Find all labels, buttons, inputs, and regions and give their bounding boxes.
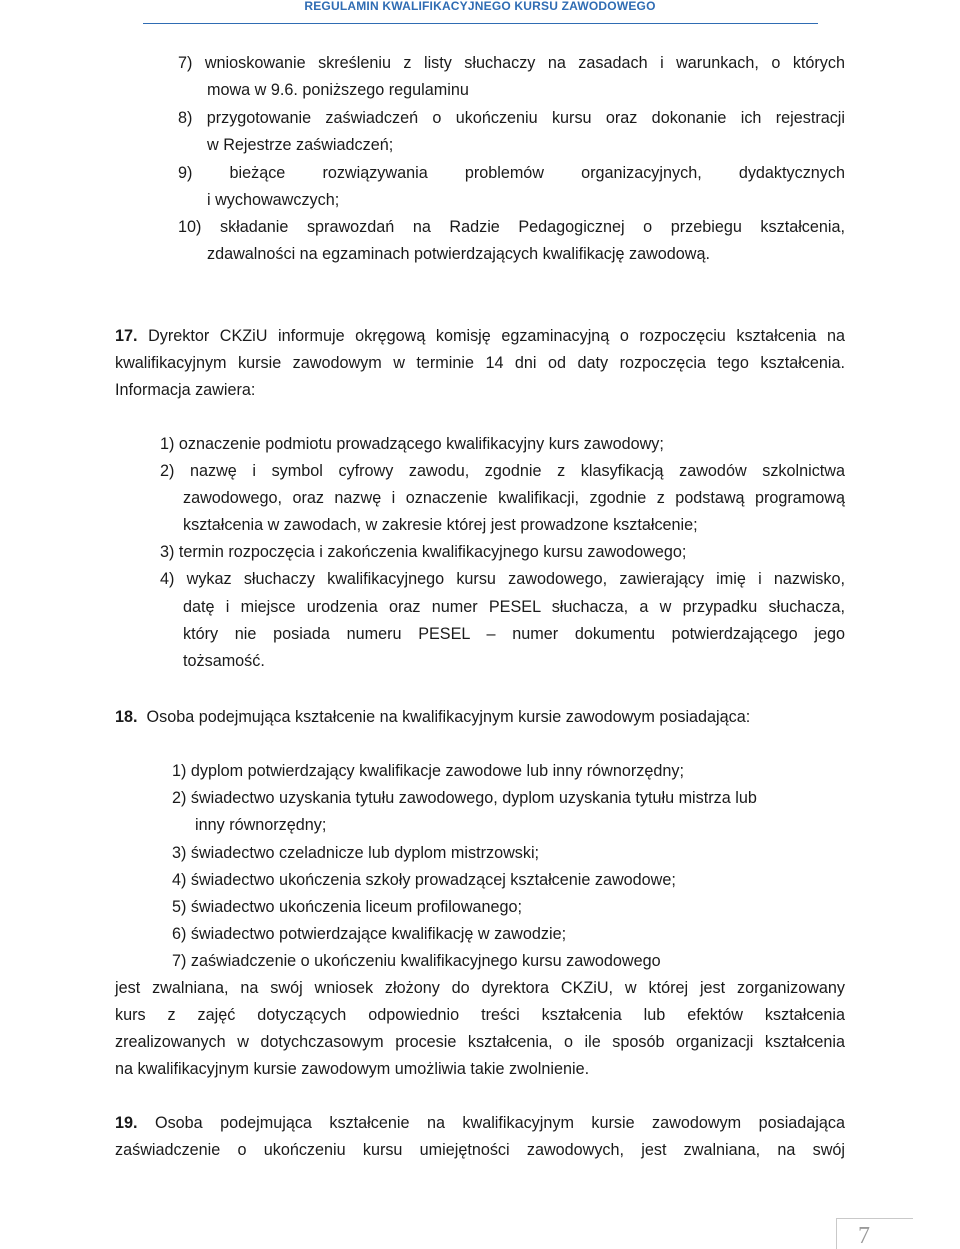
s17-item-4-line-3: który nie posiada numeru PESEL – numer dokumentu potwierdzającego jego (183, 625, 845, 643)
s18-item-2: 2) świadectwo uzyskania tytułu zawodowego, dyplom uzyskania tytułu mistrza lub (172, 789, 757, 807)
s17-item-1: 1) oznaczenie podmiotu prowadzącego kwalifikacyjny kurs zawodowy; (160, 435, 664, 453)
s18-item-1: 1) dyplom potwierdzający kwalifikacje zawodowe lub inny równorzędny; (172, 762, 684, 780)
s18-item-6: 6) świadectwo potwierdzające kwalifikację w zawodzie; (172, 925, 567, 943)
s18-item-5: 5) świadectwo ukończenia liceum profilowanego; (172, 898, 523, 916)
list-item-7-line-2: mowa w 9.6. poniższego regulaminu (207, 81, 469, 99)
header-rule (143, 23, 818, 24)
s17-item-4-line-2: datę i miejsce urodzenia oraz numer PESEL słuchacza, a w przypadku słuchacza, (183, 598, 845, 616)
section-18-intro (115, 704, 845, 731)
page-number-box (836, 1218, 913, 1249)
section-17-text: Dyrektor CKZiU informuje okręgową komisję egzaminacyjną o rozpoczęciu kształcenia na (148, 327, 845, 345)
section-17-line-1 (115, 323, 845, 350)
section-17-line-3: Informacja zawiera: (115, 381, 256, 399)
s18-outro-line-3: zrealizowanych w dotychczasowym procesie kształcenia, o ile sposób organizacji kształcenia (115, 1033, 845, 1051)
s17-item-2-line-1: 2) nazwę i symbol cyfrowy zawodu, zgodnie z klasyfikacją zawodów szkolnictwa (160, 462, 845, 480)
s18-outro-line-1: jest zwalniana, na swój wniosek złożony do dyrektora CKZiU, w której jest zorganizowany (115, 979, 845, 997)
section-17-number: 17. (115, 327, 138, 345)
list-item-8-line-2: w Rejestrze zaświadczeń; (207, 136, 394, 154)
s18-outro-line-2: kurs z zajęć dotyczących odpowiednio treści kształcenia lub efektów kształcenia (115, 1006, 845, 1024)
s17-item-2-line-2: zawodowego, oraz nazwę i oznaczenie kwalifikacji, zgodnie z podstawą programową (183, 489, 845, 507)
list-item-7-line-1: 7) wnioskowanie skreśleniu z listy słuchaczy na zasadach i warunkach, o których (178, 54, 845, 72)
s18-item-3: 3) świadectwo czeladnicze lub dyplom mistrzowski; (172, 844, 540, 862)
list-item-10-line-1: 10) składanie sprawozdań na Radzie Pedagogicznej o przebiegu kształcenia, (178, 218, 845, 236)
s17-item-2-line-3: kształcenia w zawodach, w zakresie której jest prowadzone kształcenie; (183, 516, 698, 534)
list-item-8-line-1: 8) przygotowanie zaświadczeń o ukończeniu kursu oraz dokonanie ich rejestracji (178, 109, 845, 127)
section-18-number: 18. (115, 708, 138, 726)
s17-item-3: 3) termin rozpoczęcia i zakończenia kwalifikacyjnego kursu zawodowego; (160, 543, 687, 561)
section-18-text: Osoba podejmująca kształcenie na kwalifikacyjnym kursie zawodowym posiadająca: (146, 708, 751, 726)
s18-item-2-cont: inny równorzędny; (195, 816, 327, 834)
section-17-line-2: kwalifikacyjnym kursie zawodowym w terminie 14 dni od daty rozpoczęcia tego kształcenia. (115, 354, 845, 372)
section-19-text: Osoba podejmująca kształcenie na kwalifikacyjnym kursie zawodowym posiadająca (154, 1114, 845, 1132)
section-19-line-2: zaświadczenie o ukończeniu kursu umiejętności zawodowych, jest zwalniana, na swój (115, 1141, 845, 1159)
page-number: 7 (858, 1223, 870, 1249)
s18-outro-line-4: na kwalifikacyjnym kursie zawodowym umożliwia takie zwolnienie. (115, 1060, 590, 1078)
s18-item-4: 4) świadectwo ukończenia szkoły prowadzącej kształcenie zawodowe; (172, 871, 676, 889)
list-item-10-line-2: zdawalności na egzaminach potwierdzających kwalifikację zawodową. (207, 245, 710, 263)
list-item-9-line-1: 9) bieżące rozwiązywania problemów organizacyjnych, dydaktycznych (178, 164, 845, 182)
section-19-line-1 (115, 1110, 845, 1137)
section-19-number: 19. (115, 1114, 138, 1132)
s17-item-4-line-4: tożsamość. (183, 652, 265, 670)
s17-item-4-line-1: 4) wykaz słuchaczy kwalifikacyjnego kursu zawodowego, zawierający imię i nazwisko, (160, 570, 845, 588)
list-item-9-line-2: i wychowawczych; (207, 191, 340, 209)
running-header: REGULAMIN KWALIFIKACYJNEGO KURSU ZAWODOWEGO (304, 0, 656, 13)
s18-item-7: 7) zaświadczenie o ukończeniu kwalifikacyjnego kursu zawodowego (172, 952, 661, 970)
